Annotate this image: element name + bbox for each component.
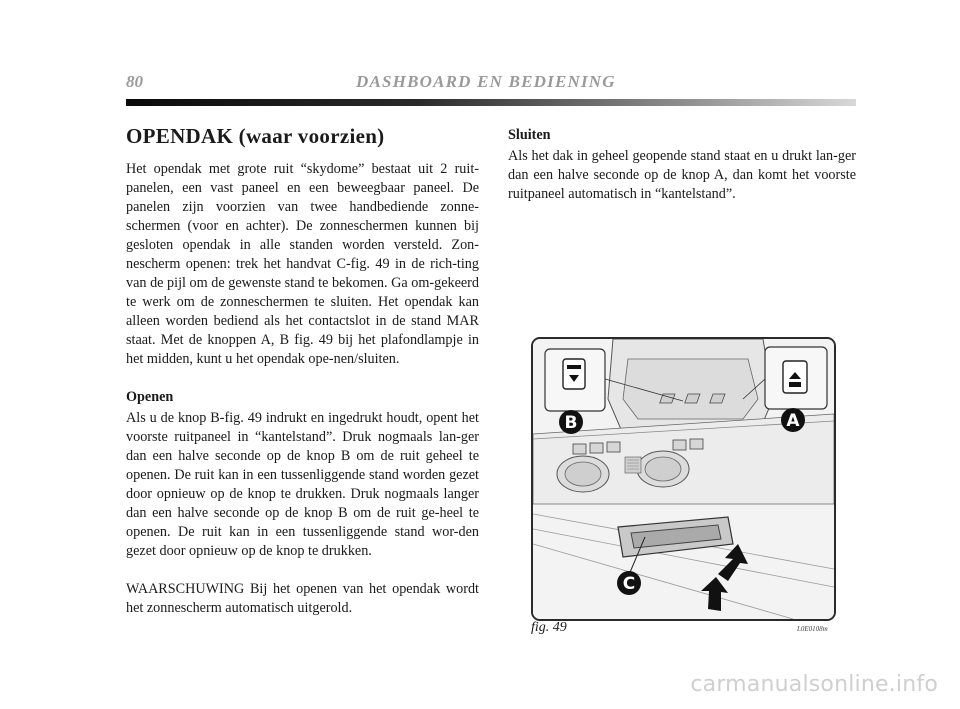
closing-paragraph: Als het dak in geheel geopende stand staat en u drukt lan-ger dan een halve seconde op de knop A, dan komt het voorste ruitpaneel automatisch in “kantelstand”. (508, 148, 856, 202)
watermark-text: carmanualsonline.info (690, 672, 938, 697)
page-number: 80 (126, 72, 143, 91)
label-b: B (564, 413, 578, 433)
warning-paragraph: WAARSCHUWING Bij het openen van het opendak wordt het zonnescherm automatisch uitgerold. (126, 581, 479, 616)
left-column (126, 160, 479, 618)
callout-c (617, 571, 641, 595)
callout-a (781, 408, 805, 432)
opening-paragraph: Als u de knop B-fig. 49 indrukt en ingedrukt houdt, opent het voorste ruitpaneel in “kantelstand”. Druk nogmaals lan-ger dan een halve seconde op de knop B om de ruit geheel te openen. De ruit kan in een tussenliggende stand worden gezet door opnieuw op de knop te drukken. Druk nogmaals langer dan een halve seconde op de knop B om de ruit ge-heel te openen. De ruit kan in een tussenliggende stand wor-den gezet door opnieuw op de knop te drukken. (126, 410, 479, 559)
running-header: DASHBOARD EN BEDIENING (356, 72, 616, 91)
label-a: A (786, 411, 800, 431)
closing-heading: Sluiten (508, 127, 551, 143)
callout-b (559, 410, 583, 434)
header-rule (126, 99, 856, 106)
section-title: OPENDAK (waar voorzien) (126, 124, 385, 148)
figure-49-illustration (531, 337, 836, 621)
label-c: C (622, 574, 636, 594)
figure-caption: fig. 49 (531, 620, 567, 635)
intro-paragraph: Het opendak met grote ruit “skydome” bestaat uit 2 ruit-panelen, een vast paneel en een beweegbaar paneel. De panelen zijn voorzien van twee handbediende zonne-schermen (voor en achter). De zonneschermen kunnen bij gesloten opendak in alle standen worden versteld. Zon-nescherm openen: trek het handvat C-fig. 49 in de rich-ting van de pijl om de gewenste stand te bekomen. Ga om-gekeerd te werk om de zonneschermen te sluiten. Het opendak kan alleen worden bediend als het contactslot in de stand MAR staat. Met de knoppen A, B fig. 49 bij het plafondlampje in het midden, kunt u het opendak ope-nen/sluiten. (126, 161, 479, 367)
right-column (508, 126, 856, 204)
figure-code: L0E0108m (797, 625, 828, 633)
opening-heading: Openen (126, 389, 174, 405)
